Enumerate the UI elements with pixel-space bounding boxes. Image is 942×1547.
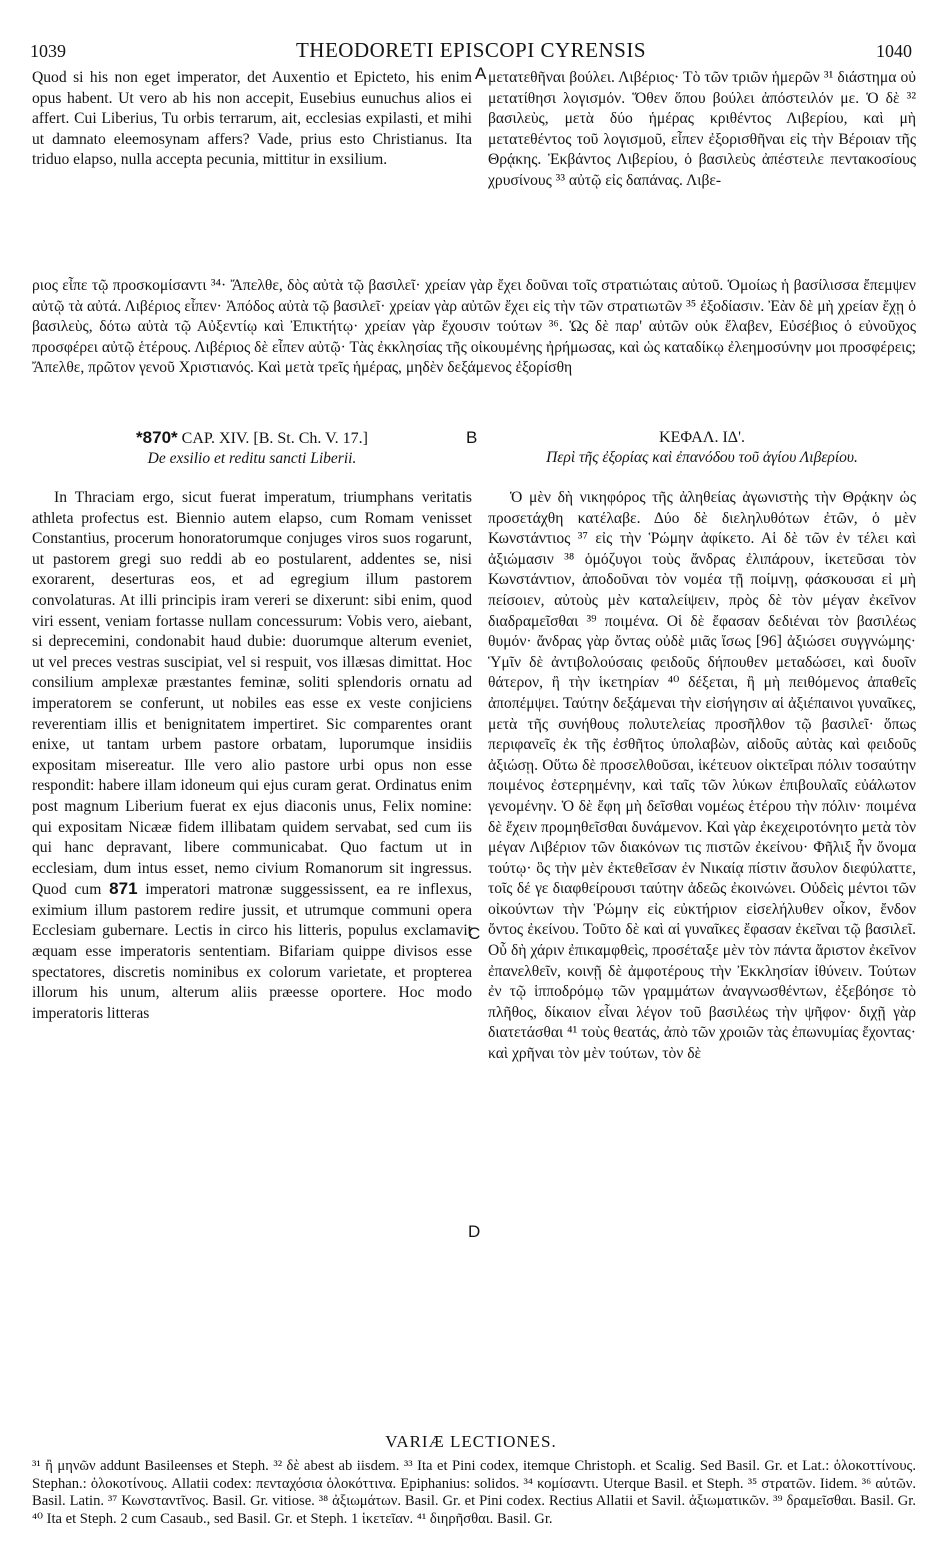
running-title: THEODORETI EPISCOPI CYRENSIS [295, 38, 647, 62]
margin-letter-c: C [468, 924, 481, 943]
page-header [30, 38, 912, 66]
margin-letter-d: D [468, 1222, 481, 1241]
latin-column-top [32, 68, 472, 171]
greek-chapter-title: ΚΕΦΑΛ. ΙΔ'. [659, 429, 745, 446]
greek-body-paragraph: Ὁ μὲν δὴ νικηφόρος τῆς ἀληθείας ἀγωνιστὴς τὴν Θρᾴκην ὡς προσετάχθη κατέλαβε. Δύο δὲ διεληλυθότων ἐτῶν, ὁ μὲν Κωνστάντιος ³⁷ εἰς τὴν Ῥώμην ἀφίκετο. Αἱ δὲ τῶν ἐν τέλει καὶ ἀξιώμασιν ³⁸ ὁμόζυγοι τοὺς ἄνδρας ἐλιπάρουν, ἱκετεῦσαι τὸν Κωνστάντιον, ἀποδοῦναι τὸν νομέα τῇ ποίμνῃ, φάσκουσαι εἰ μὴ πείσοιεν, αὐτοὺς μὲν καταλείψειν, πρὸς δὲ τὸν μέγαν ἐκεῖνον διαδραμεῖσθαι ³⁹ ποιμένα. Οἱ δὲ ἔφασαν δεδιέναι τὸν βασιλέως θυμόν· ἄνδρας γὰρ ὄντας οὐδὲ μιᾶς ἴσως [96] ἀξιώσει συγγνώμης· Ὑμῖν δὲ ἀντιβολούσαις φειδοῦς δήπουθεν μεταδώσει, καὶ δυοῖν θάτερον, ἢ τὴν ἱκετηρίαν ⁴⁰ δέξεται, ἢ μὴ πειθόμενος ἀπαθεῖς ἀποπέμψει. Ταύτην δεξάμεναι τὴν εἰσήγησιν αἱ ἀξιέπαινοι γυναῖκες, μετὰ τῆς συνήθους πολυτελείας προσῆλθον τῷ βασιλεῖ· ὅπως περιφανεῖς ἐκ τῆς ἐσθῆτος ὑπολαβὼν, αἰδοῦς αὐτὰς καὶ φειδοῦς ἀξιώσῃ. Οὕτω δὲ προσελθοῦσαι, ἱκέτευον οἰκτεῖραι πόλιν τοσαύτην ποιμένος ἐστερημένην, καὶ ταῖς τῶν λύκων ἐπιβουλαῖς εὐάλωτον γενομένην. Ὁ δὲ ἔφη μὴ δεῖσθαι νομέως ἑτέρου τὴν πόλιν· ποιμένα δὲ ἔχειν προμηθεῖσθαι δυνάμενον. Καὶ γὰρ ἐκεχειροτόνητο μετὰ τὸν μέγαν Λιβέριον τῶν διακόνων τις πιστῶν ἐκείνου· Φῆλιξ ἦν ὄνομα τούτῳ· ὃς τὴν μὲν ἐκτεθεῖσαν ἐν Νικαίᾳ πίστιν ἄσυλον διεφύλαττε, τοῖς δέ γε διαφθείρουσι ταύτην ἀδεῶς ἐκοινώνει. Οὐδεὶς μέντοι τῶν οἰκούντων τὴν Ῥώμην εἰς εὐκτήριον εἰσελήλυθεν οἶκον, ἔνδον ὄντος ἐκείνου. Τοῦτο δὲ καὶ αἱ γυναῖκες ἔφασαν ἐκεῖναι τῷ βασιλεῖ. Οὗ δὴ χάριν ἐπικαμφθεὶς, προσέταξε μὲν τὸν πάντα ἄριστον ἐκεῖνον ἐπανελθεῖν, κοινῇ δὲ ἀμφοτέρους τὴν Ἐκκλησίαν ἰθύνειν. Τούτων ἐν τῷ ἱπποδρόμῳ τῶν γραμμάτων ἀναγνωσθέντων, ἐξεβόησε τὸ πλῆθος, δίκαιον εἶναι λέγον τοῦ βασιλέως τὴν ψῆφον· διχῇ γὰρ διατετάσθαι ⁴¹ τοὺς θεατάς, ἀπὸ τῶν χροιῶν τὰς ἐπωνυμίας ἔχοντας· καὶ χρῆναι τὸν μὲν τούτων, τὸν δὲ [488, 489, 916, 1063]
greek-column-body [488, 488, 916, 1065]
variae-lectiones-heading: VARIÆ LECTIONES. [385, 1432, 557, 1451]
latin-column-body [32, 488, 472, 1024]
latin-chapter-subtitle: De exsilio et reditu sancti Liberii. [147, 450, 357, 467]
greek-column-top [488, 68, 916, 192]
greek-paragraph-top: μετατεθῆναι βούλει. Λιβέριος· Τὸ τῶν τριῶν ἡμερῶν ³¹ διάστημα οὐ μετατίθησι λογισμόν. Ὅθεν ὅπου βούλει ἀπόστειλόν με. Ὁ δὲ ³² βασιλεὺς, μετὰ δύο ἡμέρας κριθέντος Λιβερίου, καὶ μὴ μετατεθέντος τοῦ λογισμοῦ, εἶπεν ἐξορισθῆναι εἰς τὴν Βέροιαν τῆς Θρᾴκης. Ἐκβάντος Λιβερίου, ὁ βασιλεὺς ἀπέστειλε πεντακοσίους χρυσίνους ³³ αὐτῷ εἰς δαπάνας. Λιβε- [488, 69, 916, 189]
column-number-871: 871 [109, 879, 138, 899]
greek-chapter-subtitle: Περὶ τῆς ἐξορίας καὶ ἐπανόδου τοῦ ἁγίου Λιβερίου. [546, 449, 858, 466]
latin-body-text-2: imperatori matronæ suggessissent, ea re inflexus, eximium illum pastorem redire jussit, et utrumque communi opera Ecclesiam gubernare. Lectis in circo his litteris, populus exclamavit æquam esse imperatoris sententiam. Bifariam quippe divisos esse spectatores, discretis nominibus ex colorum varietate, et propterea illorum his unum, alterum aliis præesse oportere. Hoc modo imperatoris litteras [32, 881, 472, 1022]
latin-paragraph-top: Quod si his non eget imperator, det Auxentio et Epicteto, his enim opus habent. Ut vero ab his non accepit, Eusebius eunuchus alios ei affert. Cui Liberius, Tu orbis terrarum, ait, ecclesias expilasti, et mihi ut damnato eleemosynam affers? Vade, prius esto Christianus. Ita triduo elapso, nulla accepta pecunia, mittitur in exsilium. [32, 69, 472, 169]
greek-chapter-heading [488, 428, 916, 468]
page-number-left: 1039 [30, 41, 66, 61]
latin-chapter-title: CAP. XIV. [B. St. Ch. V. 17.] [181, 430, 368, 447]
latin-body-paragraph [32, 488, 472, 1024]
latin-chapter-heading [32, 428, 472, 469]
greek-full-text: ριος εἶπε τῷ προσκομίσαντι ³⁴· Ἄπελθε, δὸς αὐτὰ τῷ βασιλεῖ· χρείαν γὰρ ἔχει δοῦναι τοῖς στρατιώταις αὐτοῦ. Ὁμοίως ἡ βασίλισσα ἔπεμψεν αὐτῷ τὰ αὐτά. Λιβέριος εἶπεν· Ἀπόδος αὐτὰ τῷ βασιλεῖ· χρείαν γὰρ αὐτῶν ἔχει εἰς τὴν τῶν στρατιωτῶν ³⁵ ἐξοδίασιν. Ἐὰν δὲ μὴ χρείαν ἔχῃ ὁ βασιλεὺς, δότω αὐτὰ τῷ Αὐξεντίῳ καὶ Ἐπικτήτῳ· χρείαν γὰρ ἔχουσιν τούτων ³⁶. Ὡς δὲ παρ' αὐτῶν οὐκ ἔλαβεν, Εὐσέβιος ὁ εὐνοῦχος προσφέρει αὐτῷ ἑτέρους. Λιβέριος δὲ εἶπεν αὐτῷ· Τὰς ἐκκλησίας τῆς οἰκουμένης ἠρήμωσας, καὶ ὡς καταδίκῳ ἐλεημοσύνην μοι προσφέρεις; Ἄπελθε, πρῶτον γενοῦ Χριστιανός. Καὶ μετὰ τρεῖς ἡμέρας, μηδὲν δεξάμενος ἐξορίσθη [32, 277, 916, 377]
greek-full-width-paragraph [32, 276, 916, 379]
margin-letter-b: B [466, 428, 478, 447]
column-number-870: *870* [136, 428, 178, 447]
variae-lectiones-notes: ³¹ ἢ μηνῶν addunt Basileenses et Steph. ³² δὲ abest ab iisdem. ³³ Ita et Pini codex, itemque Christoph. et Scalig. Sed Basil. Gr. et Lat.: ὁλοκοττίνους. Stephan.: ὁλοκοτίνους. Allatii codex: πενταχόσια ὁλοκόττινα. Epiphanius: solidos. ³⁴ κομίσαντι. Uterque Basil. et Steph. ³⁵ στρατῶν. Iidem. ³⁶ αὐτῶν. Basil. Latin. ³⁷ Κωνσταντῖνος. Basil. Gr. vitiose. ³⁸ ἀξιωμάτων. Basil. Gr. et Pini codex. Rectius Allatii et Savil. ἀξιωματικῶν. ³⁹ δραμεῖσθαι. Basil. Gr. ⁴⁰ Ita et Steph. 2 cum Casaub., sed Basil. Gr. et Steph. 1 ἱκετεῖαν. ⁴¹ διηρῆσθαι. Basil. Gr. [32, 1458, 916, 1527]
latin-body-text-1: In Thraciam ergo, sicut fuerat imperatum, triumphans veritatis athleta profectus est. Biennio autem elapso, cum Romam venisset Constantius, procerum honoratorumque conjuges viros suos rogarunt, ut pastorem gregi suo reddi ab eo postularent, addentes se, nisi exorarent, deserturas eos, et ad egregium illum pastorem convolaturas. At illi principis iram vereri se dixerunt: sibi enim, quod viri essent, veniam fortasse nullam concessurum: Vobis vero, aiebant, si deprecemini, condonabit haud dubie: duorumque alterum eveniet, ut vel preces vestras suscipiat, vel si respuit, vos illæsas dimittat. Hoc consilium amplexæ præstantes feminæ, soliti splendoris ornatu ad imperatorem se conferunt, ut nobiles eas esse ex veste conjiciens reverentiam illis et benignitatem impertiret. Sic comparentes orant enixe, ut tantam urbem pastore orbatam, luporumque insidiis expositam misereatur. Ille vero alio pastore urbi opus non esse respondit: habere illam idoneum qui ejus curam gerat. Ordinatus enim post magnum Liberium fuerat ex ejus diaconis unus, Felix nomine: qui expositam Nicææ fidem illibatam quidem servabat, sed cum iis qui hanc depravant, libere communicabat. Quo factum ut in ecclesiam, dum intus esset, nemo civium Romanorum sit ingressus. Quod cum [32, 489, 472, 899]
margin-letter-a: A [475, 64, 487, 83]
page-number-right: 1040 [876, 41, 912, 61]
